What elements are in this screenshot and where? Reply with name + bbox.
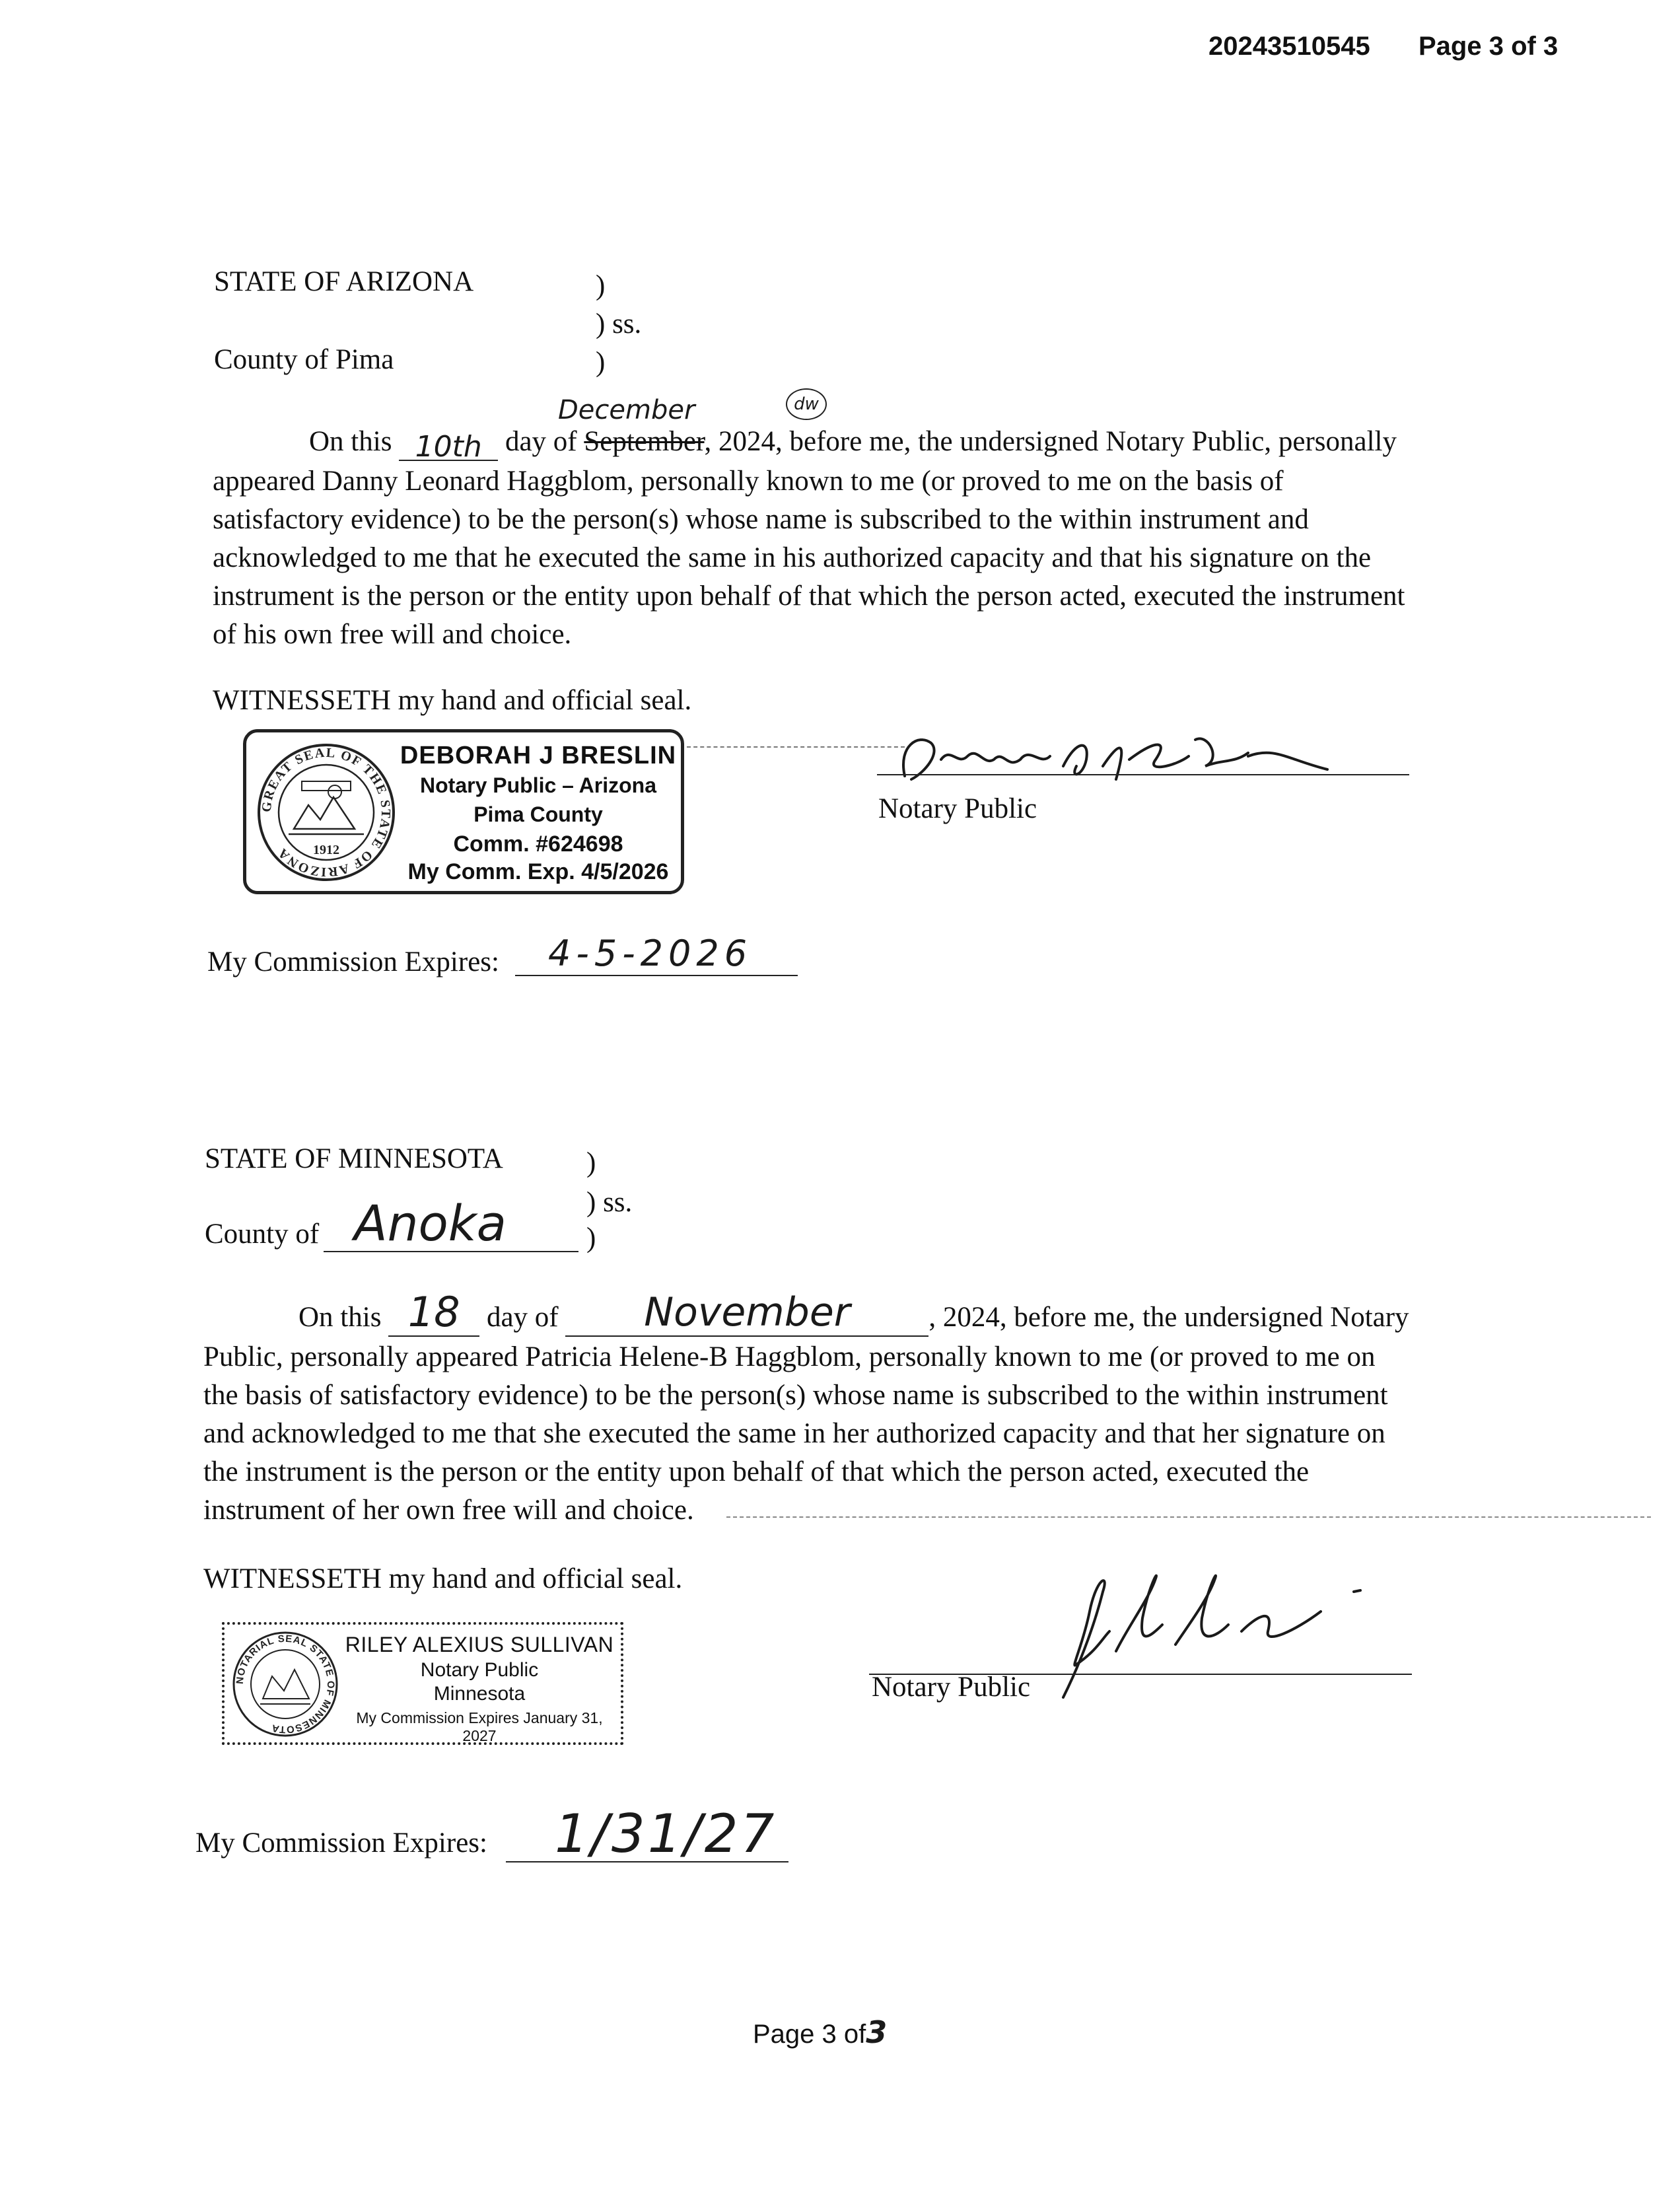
az-paren-ss: ) ss. xyxy=(596,308,642,339)
az-commission-label: My Commission Expires: xyxy=(207,946,499,977)
mn-state-seal-icon xyxy=(231,1630,339,1738)
footer-page-total: 3 xyxy=(866,2014,888,2050)
az-ack-line5: instrument is the person or the entity upon behalf of that which the person acted, executed the instrument xyxy=(213,581,1405,612)
az-seal-ring-text: GREAT SEAL OF THE STATE OF ARIZONA xyxy=(259,745,394,880)
az-commission-value: 4-5-2026 xyxy=(548,933,753,974)
az-seal-year: 1912 xyxy=(313,843,339,857)
mn-notary-label: Notary Public xyxy=(872,1672,1031,1703)
az-ack-line1 xyxy=(309,423,1397,464)
az-state-label: STATE OF ARIZONA xyxy=(214,266,474,297)
az-county-label: County of Pima xyxy=(214,344,394,375)
mn-paren-3: ) xyxy=(586,1223,596,1254)
footer-page-prefix: Page 3 of xyxy=(753,2020,866,2049)
mn-ack-line6: instrument of her own free will and choice. xyxy=(203,1495,694,1526)
az-on-this: On this xyxy=(309,426,392,457)
svg-text:NOTARIAL SEAL STATE OF MINNESO xyxy=(234,1633,336,1735)
mn-ack-line1 xyxy=(298,1288,1409,1337)
mn-witness-line: WITNESSETH my hand and official seal. xyxy=(203,1563,683,1594)
az-paren-1: ) xyxy=(596,270,606,301)
az-month-handwritten: December xyxy=(558,395,695,425)
mn-day-of: day of xyxy=(486,1302,559,1333)
az-paren-3: ) xyxy=(596,347,606,378)
mn-ack-line3: the basis of satisfactory evidence) to be the person(s) whose name is subscribed to the within instrument xyxy=(203,1380,1388,1411)
mn-ack-line2: Public, personally appeared Patricia Helene-B Haggblom, personally known to me (or proved to me on xyxy=(203,1341,1376,1372)
az-signature-line xyxy=(877,774,1409,775)
mn-stamp-expiry: My Commission Expires January 31, 2027 xyxy=(356,1709,603,1744)
az-state-seal-icon xyxy=(256,742,397,883)
mn-stamp-name: RILEY ALEXIUS SULLIVAN xyxy=(345,1633,614,1656)
az-notary-label: Notary Public xyxy=(878,793,1037,824)
az-day-of: day of xyxy=(505,426,577,457)
mn-state-label: STATE OF MINNESOTA xyxy=(205,1143,503,1174)
az-stamp-name: DEBORAH J BRESLIN xyxy=(400,742,677,769)
az-notary-stamp xyxy=(243,729,684,894)
mn-divider-dashes xyxy=(726,1516,1651,1518)
az-ack-line2: appeared Danny Leonard Haggblom, personally known to me (or proved to me on the basis of xyxy=(213,466,1284,497)
mn-paren-ss: ) ss. xyxy=(586,1187,633,1218)
mn-commission-label: My Commission Expires: xyxy=(195,1827,487,1859)
az-stamp-comm: Comm. #624698 xyxy=(453,832,623,857)
az-ack-line6: of his own free will and choice. xyxy=(213,619,572,650)
az-commission-line xyxy=(515,975,798,976)
az-witness-line: WITNESSETH my hand and official seal. xyxy=(213,685,692,716)
document-number: 20243510545 xyxy=(1208,32,1370,61)
mn-notary-stamp xyxy=(222,1622,623,1745)
az-stamp-expiry: My Comm. Exp. 4/5/2026 xyxy=(407,859,669,884)
mn-county-label: County of xyxy=(205,1219,320,1250)
az-notary-signature xyxy=(878,720,1354,793)
az-divider-dashes xyxy=(687,746,905,748)
mn-month-field xyxy=(565,1289,928,1337)
mn-on-this: On this xyxy=(298,1302,382,1333)
mn-line1-rest: , 2024, before me, the undersigned Notary xyxy=(928,1302,1409,1333)
mn-ack-line4: and acknowledged to me that she executed the same in her authorized capacity and that her signature on xyxy=(203,1418,1385,1449)
mn-ack-line5: the instrument is the person or the entity upon behalf of that which the person acted, executed the xyxy=(203,1456,1310,1487)
page-indicator-top: Page 3 of 3 xyxy=(1418,32,1558,61)
az-struck-month: September xyxy=(584,426,705,457)
az-stamp-title: Notary Public – Arizona xyxy=(420,773,656,797)
mn-ack-body xyxy=(203,1338,1458,1530)
mn-seal-ring-text: NOTARIAL SEAL STATE OF MINNESOTA xyxy=(234,1633,337,1736)
az-day-value: 10th xyxy=(415,430,482,464)
mn-county-value: Anoka xyxy=(354,1195,507,1252)
mn-stamp-state: Minnesota xyxy=(433,1683,526,1705)
az-ack-line4: acknowledged to me that he executed the same in his authorized capacity and that his signature on the xyxy=(213,542,1372,573)
az-ack-body xyxy=(213,462,1467,654)
mn-day-field xyxy=(388,1288,479,1337)
az-ack-line3: satisfactory evidence) to be the person(s) whose name is subscribed to the within instrument and xyxy=(213,504,1309,535)
page-footer xyxy=(753,2014,887,2050)
mn-stamp-title: Notary Public xyxy=(420,1659,539,1681)
mn-commission-value: 1/31/27 xyxy=(555,1803,777,1864)
mn-day-value: 18 xyxy=(407,1288,460,1336)
mn-month-value: November xyxy=(644,1289,851,1335)
az-line1-rest: , 2024, before me, the undersigned Notary Public, personally xyxy=(704,426,1397,457)
mn-paren-1: ) xyxy=(586,1147,596,1178)
az-stamp-county: Pima County xyxy=(473,802,603,826)
az-initials: dw xyxy=(786,388,827,420)
az-day-field xyxy=(399,428,498,464)
